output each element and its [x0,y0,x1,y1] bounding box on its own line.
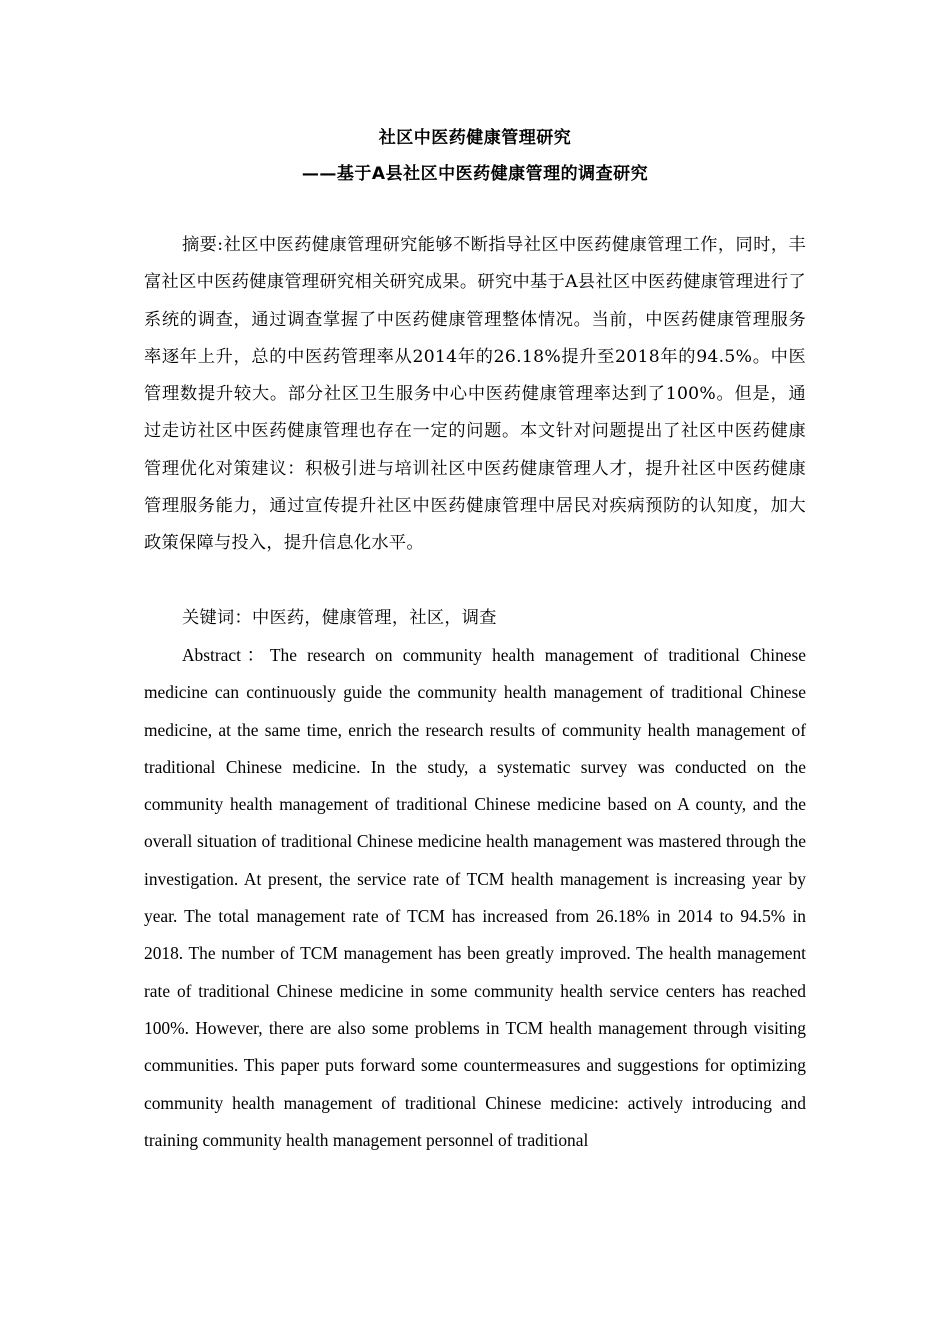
abstract-cn-text: 社区中医药健康管理研究能够不断指导社区中医药健康管理工作，同时，丰富社区中医药健康管理研究相关研究成果。研究中基于A县社区中医药健康管理进行了系统的调查，通过调查掌握了中医药健康管理整体情况。当前，中医药健康管理服务率逐年上升，总的中医药管理率从2014年的26.18%提升至2018年的94.5%。中医管理数提升较大。部分社区卫生服务中心中医药健康管理率达到了100%。但是，通过走访社区中医药健康管理也存在一定的问题。本文针对问题提出了社区中医药健康管理优化对策建议：积极引进与培训社区中医药健康管理人才，提升社区中医药健康管理服务能力，通过宣传提升社区中医药健康管理中居民对疾病预防的认知度，加大政策保障与投入，提升信息化水平。 [144,235,806,554]
page-subtitle: ——基于A县社区中医药健康管理的调查研究 [301,164,649,184]
abstract-en-text: The research on community health management of traditional Chinese medicine can continuously guide the community health management of traditional Chinese medicine, at the same time, enrich the research results of community health management of traditional Chinese medicine. In the study, a systematic survey was conducted on the community health management of traditional Chinese medicine based on A county, and the overall situation of traditional Chinese medicine health management was mastered through the investigation. At present, the service rate of TCM health management is increasing year by year. The total management rate of TCM has increased from 26.18% in 2014 to 94.5% in 2018. The number of TCM management has been greatly improved. The health management rate of traditional Chinese medicine in some community health service centers has reached 100%. However, there are also some problems in TCM health management through visiting communities. This paper puts forward some countermeasures and suggestions for optimizing community health management of traditional Chinese medicine: actively introducing and training community health management personnel of traditional [144,645,806,1150]
abstract-cn-label: 摘要: [182,235,224,255]
abstract-en-label: Abstract： [182,645,270,665]
abstract-english [144,637,806,1159]
page-title: 社区中医药健康管理研究 [378,128,572,148]
keywords [144,600,806,637]
abstract-chinese [144,227,806,563]
keywords-text: 中医药，健康管理，社区，调查 [251,608,497,628]
keywords-label: 关键词： [182,608,252,628]
